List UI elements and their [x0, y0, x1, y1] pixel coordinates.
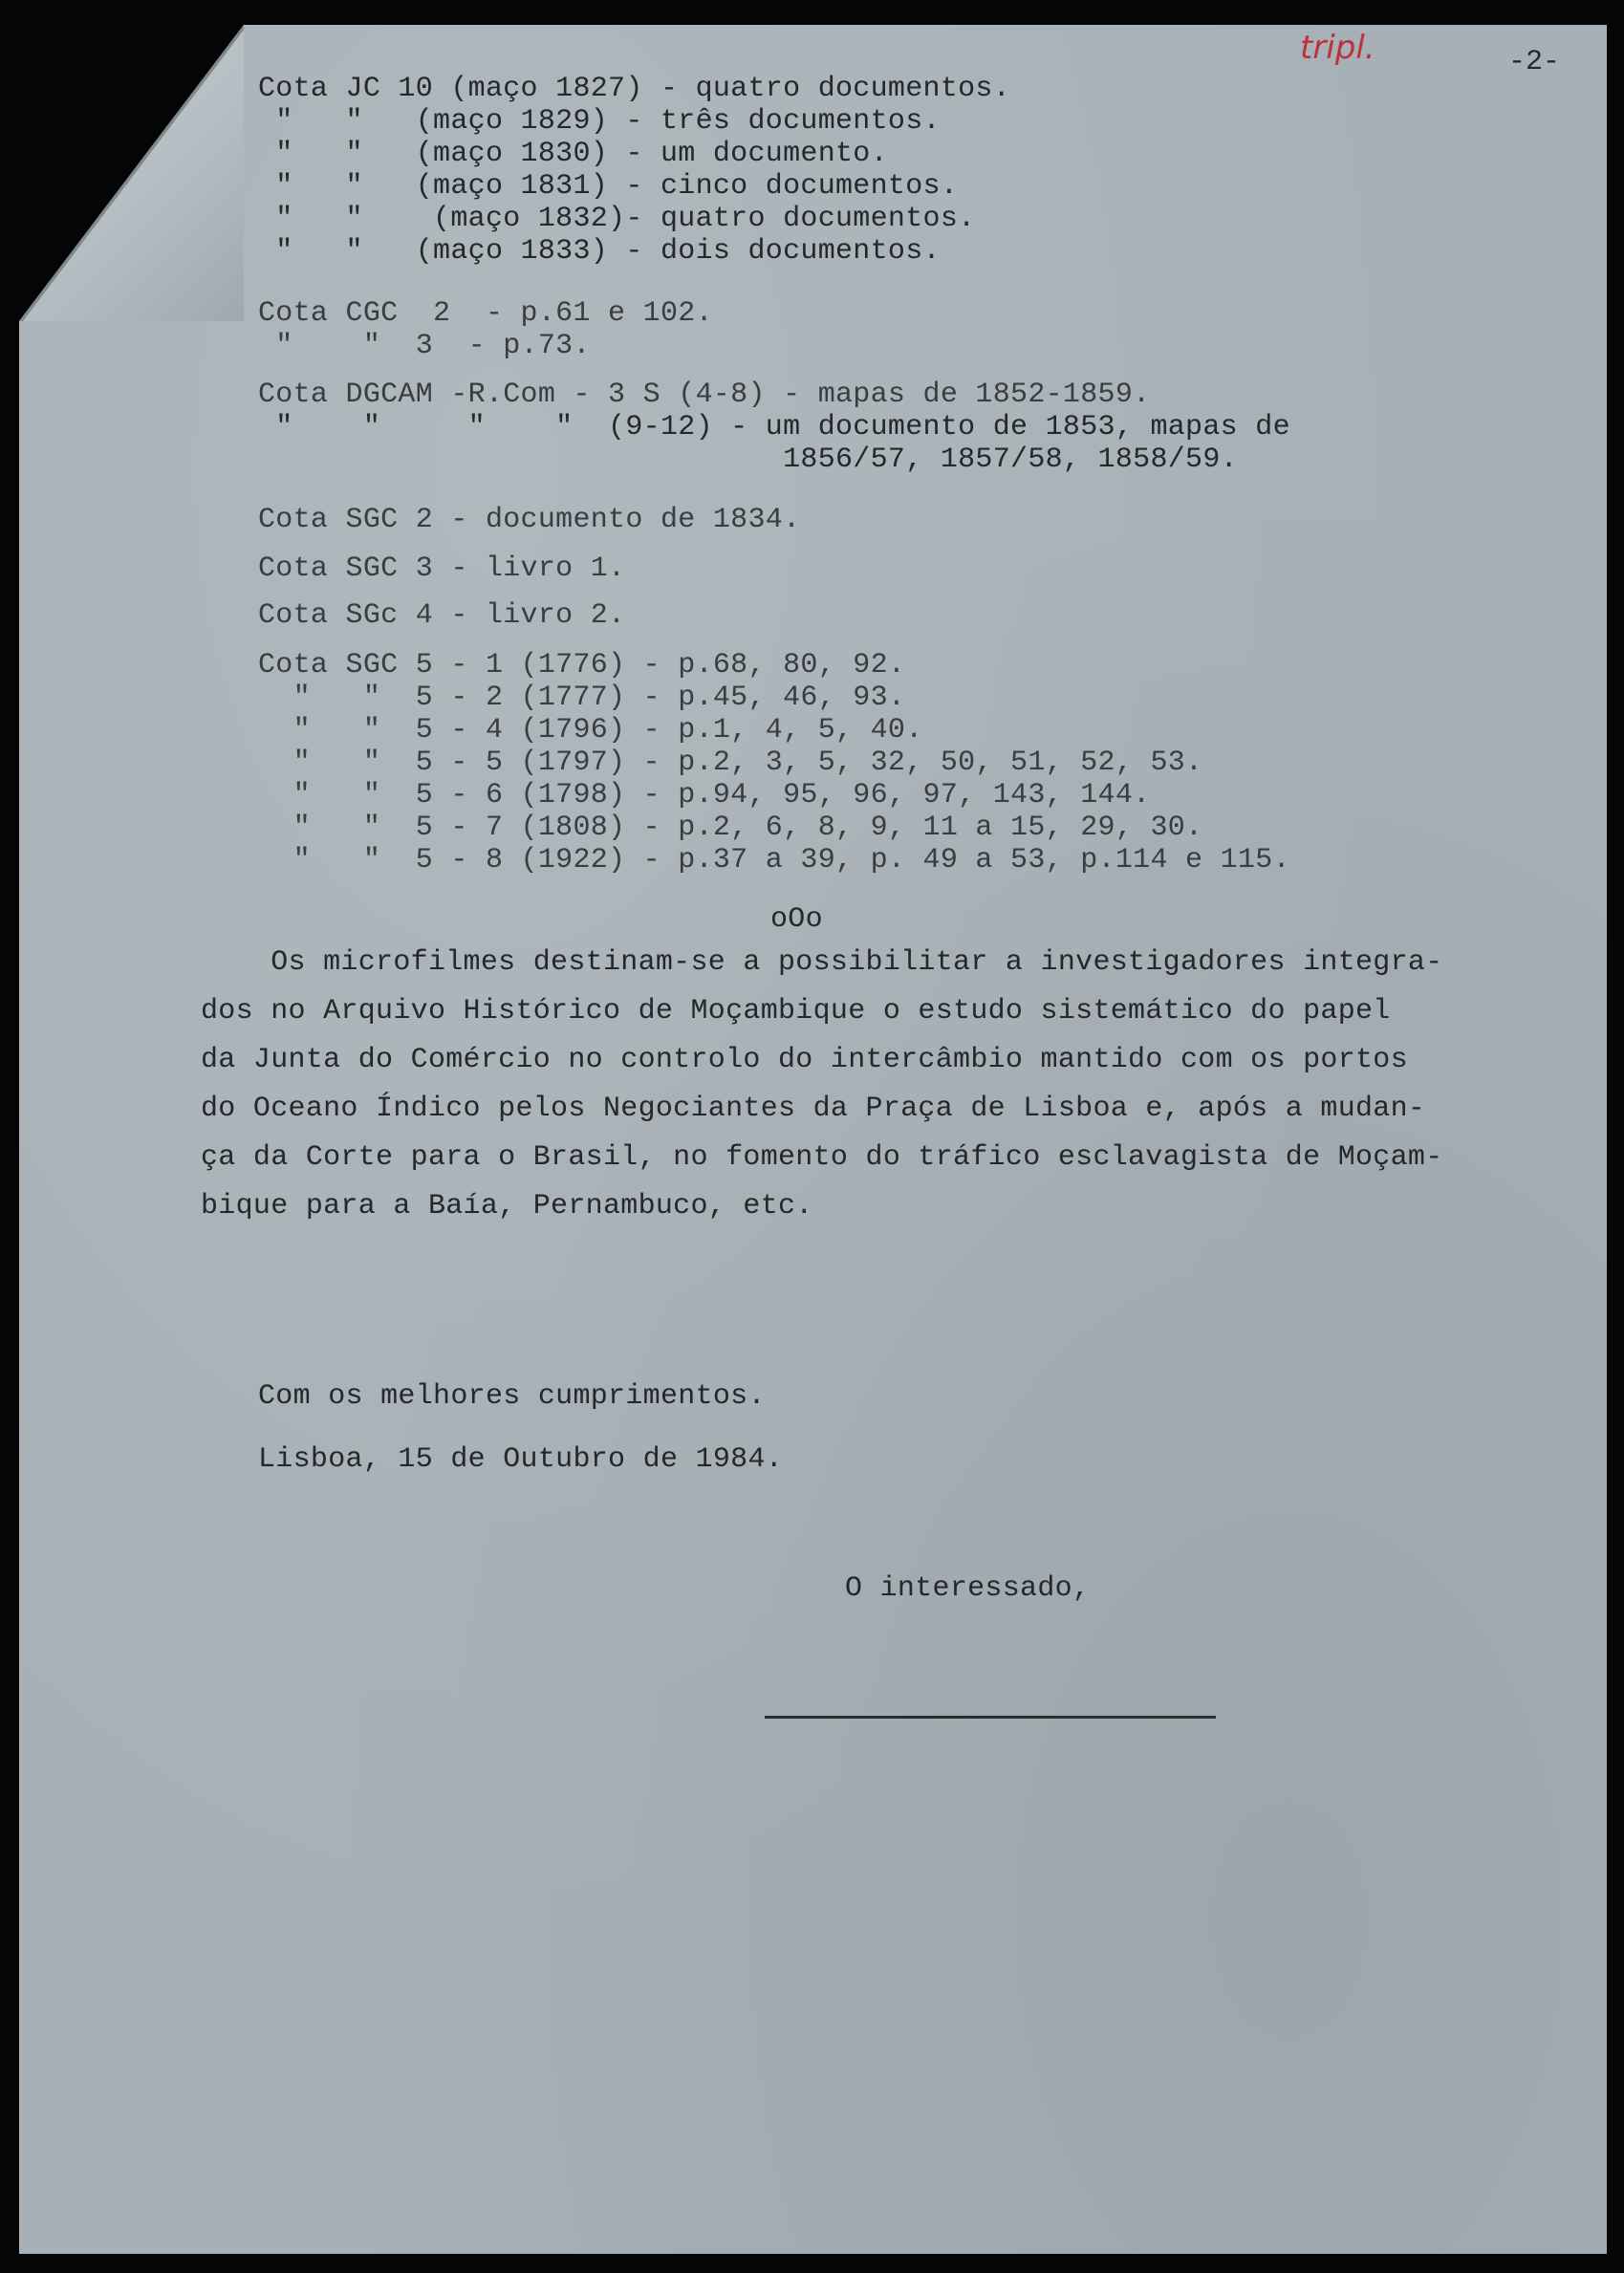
paragraph-line: dos no Arquivo Histórico de Moçambique o estudo sistemático do papel: [201, 995, 1391, 1028]
handwritten-annotation: tripl.: [1300, 29, 1375, 67]
paragraph-line: ça da Corte para o Brasil, no fomento do tráfico esclavagista de Moçam-: [201, 1141, 1443, 1174]
ref-sgc5-line: " " 5 - 7 (1808) - p.2, 6, 8, 9, 11 a 15, 29, 30.: [258, 812, 1203, 844]
ref-sgc-line: Cota SGC 3 - livro 1.: [258, 552, 626, 585]
ref-dgcam-line: Cota DGCAM -R.Com - 3 S (4-8) - mapas de 1852-1859.: [258, 379, 1151, 411]
section-separator: oOo: [770, 903, 823, 936]
ref-sgc5-line: Cota SGC 5 - 1 (1776) - p.68, 80, 92.: [258, 649, 906, 682]
ref-sgc5-line: " " 5 - 4 (1796) - p.1, 4, 5, 40.: [258, 714, 923, 747]
signatory-label: O interessado,: [845, 1572, 1091, 1605]
ref-sgc5-line: " " 5 - 2 (1777) - p.45, 46, 93.: [258, 682, 906, 714]
ref-jc-line: " " (maço 1832)- quatro documentos.: [258, 203, 976, 235]
closing-greeting: Com os melhores cumprimentos.: [258, 1380, 766, 1413]
signature-line: [765, 1716, 1216, 1719]
ref-sgc-line: Cota SGc 4 - livro 2.: [258, 599, 626, 632]
ref-jc-line: " " (maço 1833) - dois documentos.: [258, 235, 941, 268]
ref-sgc5-line: " " 5 - 8 (1922) - p.37 a 39, p. 49 a 53, p.114 e 115.: [258, 844, 1290, 877]
ref-sgc-line: Cota SGC 2 - documento de 1834.: [258, 504, 801, 536]
ref-cgc-line: Cota CGC 2 - p.61 e 102.: [258, 297, 713, 330]
ref-sgc5-line: " " 5 - 5 (1797) - p.2, 3, 5, 32, 50, 51, 52, 53.: [258, 747, 1203, 779]
page-number: -2-: [1508, 46, 1561, 78]
ref-dgcam-line: 1856/57, 1857/58, 1858/59.: [258, 444, 1238, 476]
ref-jc-line: " " (maço 1829) - três documentos.: [258, 105, 941, 138]
ref-jc-line: " " (maço 1831) - cinco documentos.: [258, 170, 959, 203]
paragraph-line: Os microfilmes destinam-se a possibilitar a investigadores integra-: [201, 946, 1443, 979]
paragraph-line: do Oceano Índico pelos Negociantes da Praça de Lisboa e, após a mudan-: [201, 1093, 1426, 1125]
paragraph-line: bique para a Baía, Pernambuco, etc.: [201, 1190, 813, 1223]
ref-jc-line: Cota JC 10 (maço 1827) - quatro documentos.: [258, 73, 1011, 105]
ref-dgcam-line: " " " " (9-12) - um documento de 1853, mapas de: [258, 411, 1290, 444]
ref-jc-line: " " (maço 1830) - um documento.: [258, 138, 888, 170]
ref-cgc-line: " " 3 - p.73.: [258, 330, 591, 362]
paragraph-line: da Junta do Comércio no controlo do intercâmbio mantido com os portos: [201, 1044, 1408, 1076]
place-and-date: Lisboa, 15 de Outubro de 1984.: [258, 1443, 784, 1476]
ref-sgc5-line: " " 5 - 6 (1798) - p.94, 95, 96, 97, 143, 144.: [258, 779, 1151, 812]
